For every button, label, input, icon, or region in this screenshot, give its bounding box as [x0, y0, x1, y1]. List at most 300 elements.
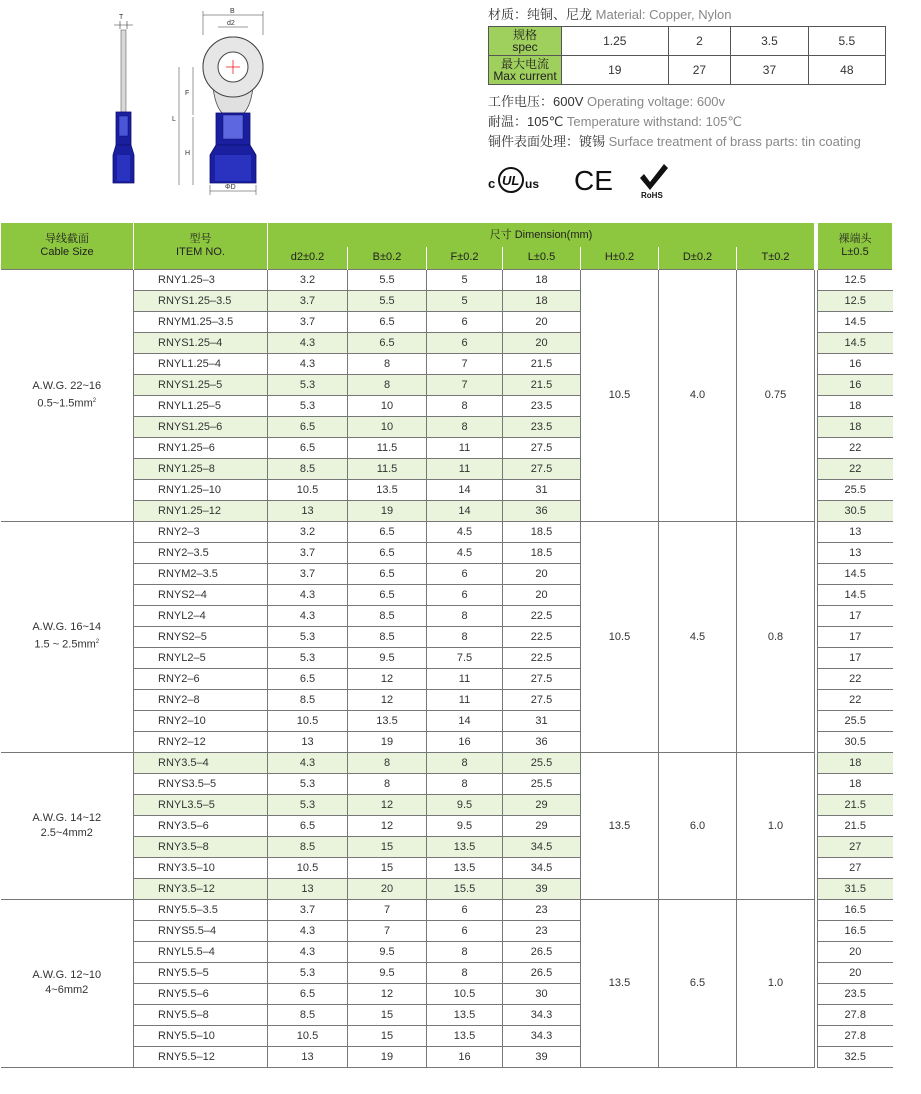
- bare-terminal-cell: 16.5: [818, 920, 893, 941]
- certification-marks: [486, 160, 706, 200]
- svg-text:c: c: [488, 176, 496, 191]
- d2-cell: 3.2: [268, 269, 348, 290]
- header-cable-size: 导线截面 Cable Size: [1, 223, 134, 269]
- bare-terminal-cell: 14.5: [818, 311, 893, 332]
- l-cell: 20: [503, 311, 581, 332]
- l-cell: 23: [503, 920, 581, 941]
- header-row-1: [1, 223, 893, 247]
- item-no-cell: RNYL1.25–5: [134, 395, 268, 416]
- f-cell: 10.5: [427, 983, 503, 1004]
- l-cell: 22.5: [503, 605, 581, 626]
- l-cell: 18.5: [503, 521, 581, 542]
- item-no-cell: RNY3.5–12: [134, 878, 268, 899]
- f-cell: 9.5: [427, 794, 503, 815]
- b-cell: 13.5: [348, 710, 427, 731]
- b-cell: 8: [348, 752, 427, 773]
- b-cell: 6.5: [348, 542, 427, 563]
- item-no-cell: RNY1.25–12: [134, 500, 268, 521]
- bare-terminal-cell: 22: [818, 437, 893, 458]
- d2-cell: 8.5: [268, 458, 348, 479]
- d2-cell: 13: [268, 878, 348, 899]
- material-line: [488, 6, 888, 26]
- b-cell: 10: [348, 395, 427, 416]
- f-cell: 13.5: [427, 1004, 503, 1025]
- l-cell: 21.5: [503, 353, 581, 374]
- header-item-no: 型号 ITEM NO.: [134, 223, 268, 269]
- d2-cell: 10.5: [268, 479, 348, 500]
- b-cell: 12: [348, 794, 427, 815]
- terminal-dimension-table: [0, 223, 893, 1068]
- current-value: 27: [668, 56, 731, 85]
- h-value-cell: 10.5: [581, 521, 659, 752]
- d2-cell: 6.5: [268, 815, 348, 836]
- l-cell: 39: [503, 878, 581, 899]
- svg-text:UL: UL: [502, 173, 520, 188]
- b-cell: 7: [348, 899, 427, 920]
- f-cell: 6: [427, 899, 503, 920]
- surface-line: 铜件表面处理：镀锡 Surface treatment of brass parts: tin coating: [488, 134, 861, 149]
- bare-terminal-cell: 25.5: [818, 710, 893, 731]
- l-cell: 27.5: [503, 458, 581, 479]
- d-value-cell: 4.5: [659, 521, 737, 752]
- d-value-cell: 6.5: [659, 899, 737, 1067]
- item-no-cell: RNYM2–3.5: [134, 563, 268, 584]
- spec-row: [489, 27, 886, 56]
- b-cell: 12: [348, 983, 427, 1004]
- b-cell: 19: [348, 1046, 427, 1067]
- header-col-d: D±0.2: [659, 247, 737, 269]
- ce-mark-icon: [574, 165, 613, 196]
- spec-value: 1.25: [562, 27, 669, 56]
- table-body: [1, 269, 893, 1067]
- b-cell: 15: [348, 857, 427, 878]
- current-value: 37: [731, 56, 808, 85]
- d2-cell: 5.3: [268, 374, 348, 395]
- bare-terminal-cell: 22: [818, 689, 893, 710]
- dim-label-d: ΦD: [225, 184, 236, 191]
- item-no-cell: RNY5.5–10: [134, 1025, 268, 1046]
- header-col-b: B±0.2: [348, 247, 427, 269]
- d2-cell: 4.3: [268, 353, 348, 374]
- bare-terminal-cell: 12.5: [818, 269, 893, 290]
- item-no-cell: RNY2–3.5: [134, 542, 268, 563]
- ul-mark-icon: [488, 168, 539, 192]
- l-cell: 23.5: [503, 395, 581, 416]
- item-no-cell: RNY3.5–4: [134, 752, 268, 773]
- bare-terminal-cell: 16: [818, 374, 893, 395]
- b-cell: 7: [348, 920, 427, 941]
- current-value: 19: [562, 56, 669, 85]
- current-row: [489, 56, 886, 85]
- f-cell: 5: [427, 290, 503, 311]
- l-cell: 29: [503, 794, 581, 815]
- b-cell: 15: [348, 836, 427, 857]
- d2-cell: 3.7: [268, 290, 348, 311]
- item-no-cell: RNYS1.25–3.5: [134, 290, 268, 311]
- l-cell: 27.5: [503, 668, 581, 689]
- f-cell: 6: [427, 563, 503, 584]
- table-row: [1, 752, 893, 773]
- bare-terminal-cell: 22: [818, 668, 893, 689]
- bare-terminal-cell: 18: [818, 773, 893, 794]
- bare-terminal-cell: 18: [818, 752, 893, 773]
- l-cell: 27.5: [503, 689, 581, 710]
- d2-cell: 3.7: [268, 542, 348, 563]
- b-cell: 10: [348, 416, 427, 437]
- l-cell: 34.3: [503, 1004, 581, 1025]
- item-no-cell: RNY2–3: [134, 521, 268, 542]
- f-cell: 6: [427, 311, 503, 332]
- b-cell: 5.5: [348, 290, 427, 311]
- bare-terminal-cell: 14.5: [818, 563, 893, 584]
- spec-value: 2: [668, 27, 731, 56]
- f-cell: 8: [427, 752, 503, 773]
- bare-terminal-cell: 17: [818, 626, 893, 647]
- current-label: 最大电流 Max current: [489, 56, 562, 85]
- svg-text:CE: CE: [574, 165, 613, 196]
- b-cell: 12: [348, 815, 427, 836]
- l-cell: 39: [503, 1046, 581, 1067]
- f-cell: 6: [427, 332, 503, 353]
- b-cell: 5.5: [348, 269, 427, 290]
- cable-size-cell: A.W.G. 14~12 2.5~4mm2: [1, 752, 134, 899]
- f-cell: 8: [427, 962, 503, 983]
- dim-label-t: T: [119, 14, 124, 21]
- f-cell: 9.5: [427, 815, 503, 836]
- b-cell: 15: [348, 1025, 427, 1046]
- cable-size-cell: A.W.G. 12~10 4~6mm2: [1, 899, 134, 1067]
- item-no-cell: RNY3.5–10: [134, 857, 268, 878]
- d2-cell: 4.3: [268, 752, 348, 773]
- d2-cell: 13: [268, 731, 348, 752]
- t-value-cell: 0.75: [737, 269, 815, 521]
- l-cell: 20: [503, 584, 581, 605]
- l-cell: 20: [503, 332, 581, 353]
- bare-terminal-cell: 18: [818, 395, 893, 416]
- l-cell: 27.5: [503, 437, 581, 458]
- l-cell: 36: [503, 500, 581, 521]
- b-cell: 6.5: [348, 311, 427, 332]
- l-cell: 18: [503, 290, 581, 311]
- d2-cell: 13: [268, 500, 348, 521]
- header-col-t: T±0.2: [737, 247, 815, 269]
- f-cell: 16: [427, 731, 503, 752]
- d2-cell: 5.3: [268, 794, 348, 815]
- item-no-cell: RNYS1.25–4: [134, 332, 268, 353]
- l-cell: 18.5: [503, 542, 581, 563]
- item-no-cell: RNY1.25–6: [134, 437, 268, 458]
- h-value-cell: 13.5: [581, 752, 659, 899]
- d2-cell: 8.5: [268, 836, 348, 857]
- d-value-cell: 4.0: [659, 269, 737, 521]
- f-cell: 14: [427, 710, 503, 731]
- table-row: [1, 521, 893, 542]
- bare-terminal-cell: 17: [818, 605, 893, 626]
- d2-cell: 4.3: [268, 941, 348, 962]
- l-cell: 25.5: [503, 773, 581, 794]
- dim-label-h: H: [185, 150, 191, 157]
- dim-label-f: F: [185, 90, 190, 97]
- spec-value: 3.5: [731, 27, 808, 56]
- bare-terminal-cell: 25.5: [818, 479, 893, 500]
- f-cell: 8: [427, 773, 503, 794]
- b-cell: 12: [348, 689, 427, 710]
- l-cell: 26.5: [503, 941, 581, 962]
- bare-terminal-cell: 27: [818, 836, 893, 857]
- l-cell: 31: [503, 710, 581, 731]
- bare-terminal-cell: 27: [818, 857, 893, 878]
- f-cell: 14: [427, 500, 503, 521]
- bare-terminal-cell: 23.5: [818, 983, 893, 1004]
- svg-text:RoHS: RoHS: [641, 191, 663, 200]
- dim-label-l: L: [172, 116, 176, 123]
- b-cell: 8.5: [348, 605, 427, 626]
- terminal-technical-drawing: [100, 5, 270, 195]
- f-cell: 6: [427, 584, 503, 605]
- b-cell: 9.5: [348, 962, 427, 983]
- d2-cell: 5.3: [268, 962, 348, 983]
- l-cell: 29: [503, 815, 581, 836]
- f-cell: 8: [427, 416, 503, 437]
- front-view: [172, 8, 263, 195]
- h-value-cell: 13.5: [581, 899, 659, 1067]
- b-cell: 8.5: [348, 626, 427, 647]
- f-cell: 4.5: [427, 521, 503, 542]
- item-no-cell: RNYL3.5–5: [134, 794, 268, 815]
- bare-terminal-cell: 21.5: [818, 815, 893, 836]
- item-no-cell: RNYS2–5: [134, 626, 268, 647]
- item-no-cell: RNY5.5–8: [134, 1004, 268, 1025]
- item-no-cell: RNY1.25–3: [134, 269, 268, 290]
- voltage-line: 工作电压：600V Operating voltage: 600v: [488, 94, 726, 109]
- bare-terminal-cell: 17: [818, 647, 893, 668]
- item-no-cell: RNY5.5–5: [134, 962, 268, 983]
- h-value-cell: 10.5: [581, 269, 659, 521]
- spec-value: 5.5: [808, 27, 885, 56]
- item-no-cell: RNYS1.25–5: [134, 374, 268, 395]
- d2-cell: 6.5: [268, 416, 348, 437]
- f-cell: 13.5: [427, 857, 503, 878]
- spec-section: [488, 6, 888, 152]
- header-bare-terminal: 裸端头 L±0.5: [818, 223, 893, 269]
- table-row: [1, 899, 893, 920]
- temperature-line: 耐温：105℃ Temperature withstand: 105℃: [488, 114, 742, 129]
- item-no-cell: RNY3.5–8: [134, 836, 268, 857]
- item-no-cell: RNY1.25–10: [134, 479, 268, 500]
- item-no-cell: RNY5.5–3.5: [134, 899, 268, 920]
- bare-terminal-cell: 30.5: [818, 500, 893, 521]
- material-en: Material: Copper, Nylon: [595, 7, 732, 22]
- item-no-cell: RNYL1.25–4: [134, 353, 268, 374]
- material-zh: 材质：纯铜、尼龙: [488, 7, 593, 22]
- f-cell: 16: [427, 1046, 503, 1067]
- b-cell: 6.5: [348, 584, 427, 605]
- item-no-cell: RNYL2–4: [134, 605, 268, 626]
- bare-terminal-cell: 13: [818, 542, 893, 563]
- b-cell: 8: [348, 773, 427, 794]
- f-cell: 8: [427, 626, 503, 647]
- f-cell: 13.5: [427, 836, 503, 857]
- cable-size-cell: A.W.G. 22~16 $0.5\sim 1.5mm^2$: [1, 269, 134, 521]
- b-cell: 6.5: [348, 521, 427, 542]
- dim-label-b: B: [230, 8, 235, 15]
- b-cell: 9.5: [348, 941, 427, 962]
- f-cell: 8: [427, 941, 503, 962]
- b-cell: 19: [348, 500, 427, 521]
- d2-cell: 5.3: [268, 773, 348, 794]
- item-no-cell: RNYS3.5–5: [134, 773, 268, 794]
- spec-table: [488, 26, 886, 85]
- b-cell: 6.5: [348, 563, 427, 584]
- bare-terminal-cell: 12.5: [818, 290, 893, 311]
- f-cell: 7: [427, 353, 503, 374]
- header-col-h: H±0.2: [581, 247, 659, 269]
- l-cell: 34.5: [503, 836, 581, 857]
- d2-cell: 4.3: [268, 920, 348, 941]
- cable-size-cell: A.W.G. 16~14 1.5 ~ $2.5mm^2$: [1, 521, 134, 752]
- bare-terminal-cell: 22: [818, 458, 893, 479]
- bare-terminal-cell: 14.5: [818, 584, 893, 605]
- bare-terminal-cell: 20: [818, 941, 893, 962]
- d2-cell: 6.5: [268, 437, 348, 458]
- d2-cell: 10.5: [268, 1025, 348, 1046]
- item-no-cell: RNY2–8: [134, 689, 268, 710]
- table-row: [1, 269, 893, 290]
- b-cell: 20: [348, 878, 427, 899]
- d2-cell: 5.3: [268, 626, 348, 647]
- b-cell: 8: [348, 374, 427, 395]
- svg-text:us: us: [525, 177, 540, 191]
- d2-cell: 10.5: [268, 710, 348, 731]
- d2-cell: 8.5: [268, 1004, 348, 1025]
- f-cell: 6: [427, 920, 503, 941]
- d2-cell: 10.5: [268, 857, 348, 878]
- f-cell: 4.5: [427, 542, 503, 563]
- item-no-cell: RNY3.5–6: [134, 815, 268, 836]
- b-cell: 13.5: [348, 479, 427, 500]
- f-cell: 8: [427, 605, 503, 626]
- l-cell: 36: [503, 731, 581, 752]
- header-col-d2: d2±0.2: [268, 247, 348, 269]
- header-col-f: F±0.2: [427, 247, 503, 269]
- dim-label-d2: d2: [227, 20, 235, 27]
- f-cell: 13.5: [427, 1025, 503, 1046]
- bare-terminal-cell: 18: [818, 416, 893, 437]
- d2-cell: 3.7: [268, 563, 348, 584]
- item-no-cell: RNY5.5–6: [134, 983, 268, 1004]
- d2-cell: 4.3: [268, 584, 348, 605]
- item-no-cell: RNY2–10: [134, 710, 268, 731]
- d2-cell: 5.3: [268, 647, 348, 668]
- header-col-l: L±0.5: [503, 247, 581, 269]
- l-cell: 34.5: [503, 857, 581, 878]
- current-value: 48: [808, 56, 885, 85]
- item-no-cell: RNYS2–4: [134, 584, 268, 605]
- b-cell: 6.5: [348, 332, 427, 353]
- l-cell: 22.5: [503, 647, 581, 668]
- f-cell: 5: [427, 269, 503, 290]
- b-cell: 15: [348, 1004, 427, 1025]
- f-cell: 11: [427, 689, 503, 710]
- bare-terminal-cell: 14.5: [818, 332, 893, 353]
- item-no-cell: RNY2–6: [134, 668, 268, 689]
- bare-terminal-cell: 32.5: [818, 1046, 893, 1067]
- d2-cell: 6.5: [268, 668, 348, 689]
- d2-cell: 4.3: [268, 605, 348, 626]
- item-no-cell: RNYL5.5–4: [134, 941, 268, 962]
- l-cell: 23.5: [503, 416, 581, 437]
- l-cell: 22.5: [503, 626, 581, 647]
- item-no-cell: RNY2–12: [134, 731, 268, 752]
- d2-cell: 3.2: [268, 521, 348, 542]
- l-cell: 31: [503, 479, 581, 500]
- b-cell: 12: [348, 668, 427, 689]
- t-value-cell: 0.8: [737, 521, 815, 752]
- f-cell: 8: [427, 395, 503, 416]
- bare-terminal-cell: 21.5: [818, 794, 893, 815]
- f-cell: 11: [427, 668, 503, 689]
- l-cell: 20: [503, 563, 581, 584]
- f-cell: 14: [427, 479, 503, 500]
- d2-cell: 3.7: [268, 899, 348, 920]
- bare-terminal-cell: 27.8: [818, 1025, 893, 1046]
- t-value-cell: 1.0: [737, 899, 815, 1067]
- f-cell: 11: [427, 458, 503, 479]
- l-cell: 23: [503, 899, 581, 920]
- spec-label: 规格 spec: [489, 27, 562, 56]
- f-cell: 7.5: [427, 647, 503, 668]
- bare-terminal-cell: 13: [818, 521, 893, 542]
- bare-terminal-cell: 16: [818, 353, 893, 374]
- bare-terminal-cell: 27.8: [818, 1004, 893, 1025]
- d-value-cell: 6.0: [659, 752, 737, 899]
- l-cell: 30: [503, 983, 581, 1004]
- b-cell: 11.5: [348, 458, 427, 479]
- d2-cell: 4.3: [268, 332, 348, 353]
- t-value-cell: 1.0: [737, 752, 815, 899]
- d2-cell: 8.5: [268, 689, 348, 710]
- l-cell: 25.5: [503, 752, 581, 773]
- item-no-cell: RNY1.25–8: [134, 458, 268, 479]
- l-cell: 21.5: [503, 374, 581, 395]
- item-no-cell: RNYS1.25–6: [134, 416, 268, 437]
- b-cell: 8: [348, 353, 427, 374]
- d2-cell: 5.3: [268, 395, 348, 416]
- side-view: [113, 14, 134, 183]
- item-no-cell: RNY5.5–12: [134, 1046, 268, 1067]
- d2-cell: 6.5: [268, 983, 348, 1004]
- b-cell: 9.5: [348, 647, 427, 668]
- bare-terminal-cell: 16.5: [818, 899, 893, 920]
- f-cell: 15.5: [427, 878, 503, 899]
- l-cell: 34.3: [503, 1025, 581, 1046]
- rohs-mark-icon: [640, 164, 668, 200]
- item-no-cell: RNYL2–5: [134, 647, 268, 668]
- bare-terminal-cell: 20: [818, 962, 893, 983]
- header-dimension: 尺寸 Dimension(mm): [268, 223, 815, 247]
- b-cell: 19: [348, 731, 427, 752]
- f-cell: 11: [427, 437, 503, 458]
- d2-cell: 3.7: [268, 311, 348, 332]
- f-cell: 7: [427, 374, 503, 395]
- item-no-cell: RNYS5.5–4: [134, 920, 268, 941]
- bare-terminal-cell: 31.5: [818, 878, 893, 899]
- d2-cell: 13: [268, 1046, 348, 1067]
- l-cell: 26.5: [503, 962, 581, 983]
- l-cell: 18: [503, 269, 581, 290]
- item-no-cell: RNYM1.25–3.5: [134, 311, 268, 332]
- bare-terminal-cell: 30.5: [818, 731, 893, 752]
